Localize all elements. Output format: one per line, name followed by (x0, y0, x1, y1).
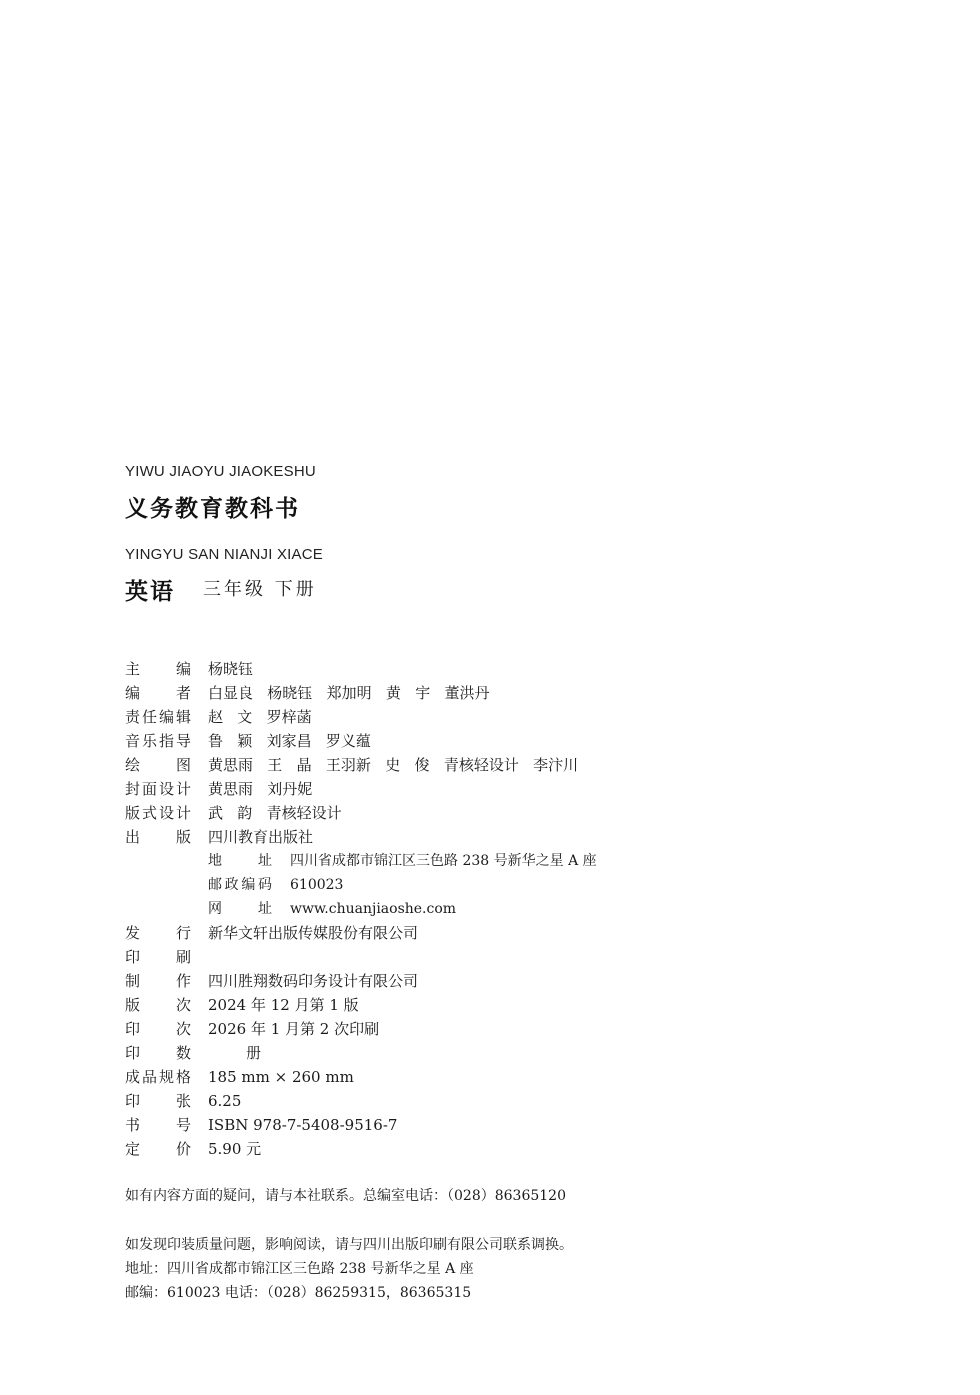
credit-row (125, 1137, 597, 1161)
credits-block (125, 657, 597, 1161)
credit-label: 成 品 规 格 (125, 1068, 191, 1086)
book-pinyin: YINGYU SAN NIANJI XIACE (125, 546, 323, 563)
credit-value: 册 (208, 1044, 262, 1062)
credit-label: 版 次 (125, 996, 191, 1014)
credit-row (125, 729, 597, 753)
credit-value: 武 韵 青核轻设计 (208, 804, 342, 822)
credit-label: 责 任 编 辑 (125, 708, 191, 726)
credit-value: 黄思雨 王 晶 王羽新 史 俊 青核轻设计 李汴川 (208, 756, 579, 774)
address-note: 地址：四川省成都市锦江区三色路 238 号新华之星 A 座 (125, 1261, 474, 1277)
credit-value: 鲁 颖 刘家昌 罗义蕴 (208, 732, 371, 750)
credit-value: 610023 (290, 877, 344, 893)
book-subtitle: 三年级 下册 (203, 579, 317, 600)
credit-label: 绘 图 (125, 756, 191, 774)
credit-label: 发 行 (125, 924, 191, 942)
credit-row (125, 921, 597, 945)
credit-row (125, 1089, 597, 1113)
credit-value: 2026 年 1 月第 2 次印刷 (208, 1020, 380, 1038)
credit-label: 网 址 (208, 901, 272, 917)
credit-value: www.chuanjiaoshe.com (290, 901, 457, 917)
credit-label: 编 者 (125, 684, 191, 702)
book-title: 英语 (125, 579, 175, 605)
credit-label: 印 次 (125, 1020, 191, 1038)
credit-value: 新华文轩出版传媒股份有限公司 (208, 924, 419, 942)
credit-label: 版 式 设 计 (125, 804, 191, 822)
quality-note: 如发现印装质量问题，影响阅读，请与四川出版印刷有限公司联系调换。 (125, 1237, 573, 1253)
credit-label: 音 乐 指 导 (125, 732, 191, 750)
series-title: 义务教育教科书 (125, 496, 300, 522)
credit-value: 6.25 (208, 1092, 242, 1110)
credit-value: 杨晓钰 (208, 660, 254, 678)
credit-row (125, 993, 597, 1017)
credit-value: 赵 文 罗梓菡 (208, 708, 312, 726)
credit-value: 黄思雨 刘丹妮 (208, 780, 313, 798)
credit-row (125, 1113, 597, 1137)
credit-row (125, 705, 597, 729)
publisher-info-row (125, 897, 597, 921)
credit-label: 邮 政 编 码 (208, 877, 272, 893)
credit-row (125, 825, 597, 849)
credit-row (125, 777, 597, 801)
credit-value: 四川省成都市锦江区三色路 238 号新华之星 A 座 (290, 853, 597, 869)
credit-label: 主 编 (125, 660, 191, 678)
credit-value: ISBN 978-7-5408-9516-7 (208, 1116, 398, 1134)
credit-value: 四川胜翔数码印务设计有限公司 (208, 972, 419, 990)
credit-row (125, 801, 597, 825)
credit-label: 封 面 设 计 (125, 780, 191, 798)
credit-row (125, 969, 597, 993)
credit-label: 印 数 (125, 1044, 191, 1062)
credit-row (125, 945, 597, 969)
credit-value: 185 mm × 260 mm (208, 1068, 354, 1086)
credit-label: 出 版 (125, 828, 191, 846)
postal-note: 邮编：610023 电话：（028）86259315，86365315 (125, 1285, 472, 1301)
credit-label: 印 张 (125, 1092, 191, 1110)
credit-label: 定 价 (125, 1140, 191, 1158)
credit-label: 制 作 (125, 972, 191, 990)
publisher-info-row (125, 873, 597, 897)
credit-row (125, 1017, 597, 1041)
series-pinyin: YIWU JIAOYU JIAOKESHU (125, 463, 316, 480)
credit-value: 2024 年 12 月第 1 版 (208, 996, 359, 1014)
credit-row (125, 1065, 597, 1089)
credit-label: 印 刷 (125, 948, 191, 966)
credit-row (125, 681, 597, 705)
publisher-info-row (125, 849, 597, 873)
credit-value: 白显良 杨晓钰 郑加明 黄 宇 董洪丹 (208, 684, 490, 702)
credit-label: 书 号 (125, 1116, 191, 1134)
credit-row (125, 1041, 597, 1065)
credit-label: 地 址 (208, 853, 272, 869)
credit-row (125, 657, 597, 681)
credit-value: 四川教育出版社 (208, 828, 314, 846)
notes-block (125, 1184, 573, 1305)
contact-note: 如有内容方面的疑问，请与本社联系。总编室电话：（028）86365120 (125, 1188, 566, 1204)
credit-row (125, 753, 597, 777)
credit-value: 5.90 元 (208, 1140, 262, 1158)
